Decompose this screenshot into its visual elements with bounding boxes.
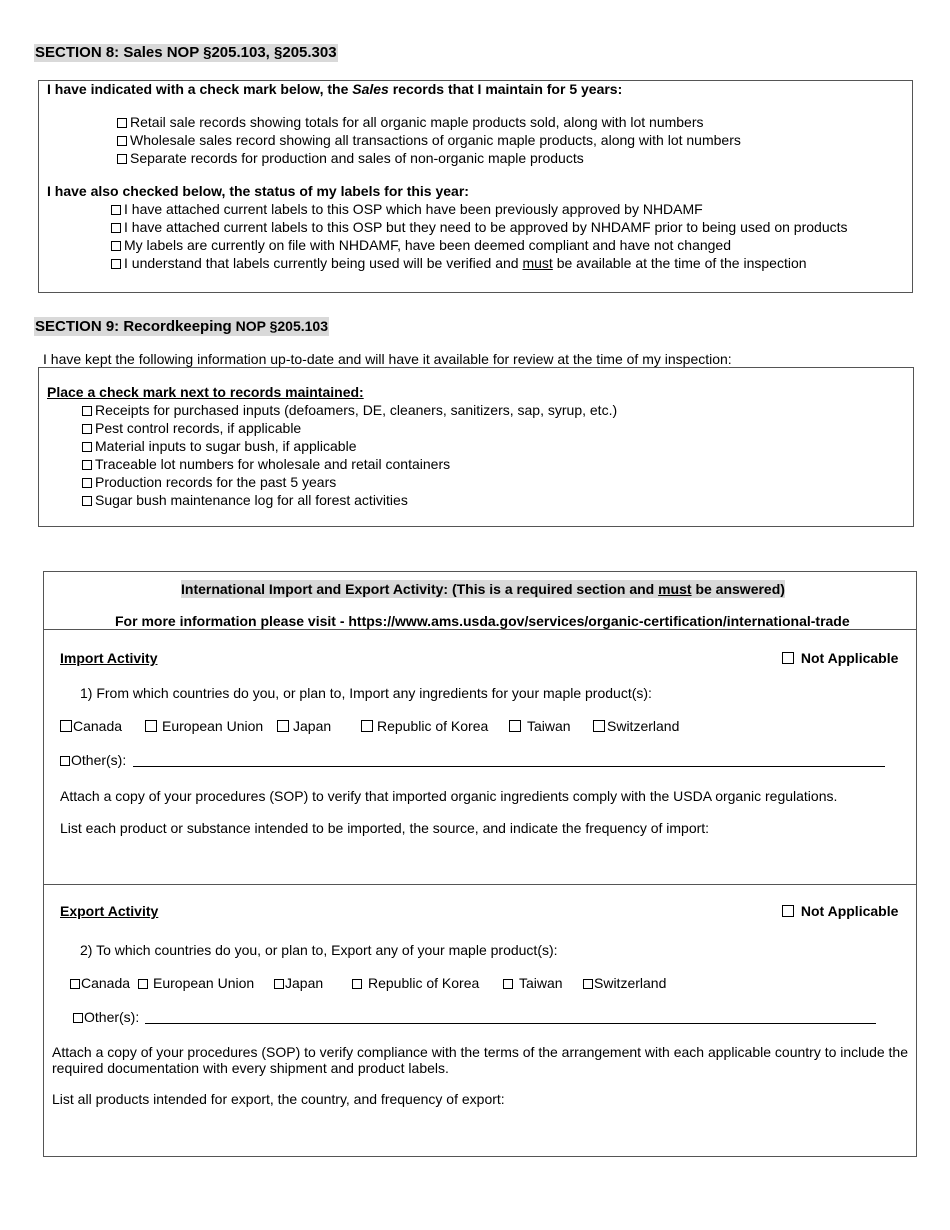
import-not-applicable[interactable]: Not Applicable <box>782 649 898 667</box>
checkbox-icon[interactable] <box>503 979 513 989</box>
labels-heading: I have also checked below, the status of my labels for this year: <box>47 183 469 199</box>
export-question: 2) To which countries do you, or plan to, Export any of your maple product(s): <box>80 942 558 958</box>
section8-title: SECTION 8: Sales NOP §205.103, §205.303 <box>35 44 337 61</box>
checkbox-icon[interactable] <box>274 979 284 989</box>
checkbox-icon[interactable] <box>82 424 92 434</box>
divider <box>43 884 917 885</box>
checkbox-icon[interactable] <box>82 496 92 506</box>
checkbox-icon[interactable] <box>782 652 794 664</box>
checkbox-icon[interactable] <box>111 205 121 215</box>
intl-info-link[interactable]: For more information please visit - https://www.ams.usda.gov/services/organic-certification/international-trade <box>115 613 850 629</box>
checkbox-icon[interactable] <box>361 720 373 732</box>
checkbox-icon[interactable] <box>70 979 80 989</box>
checkbox-icon[interactable] <box>117 154 127 164</box>
export-country-option[interactable]: Japan <box>274 974 323 992</box>
checkbox-icon[interactable] <box>117 118 127 128</box>
import-country-option[interactable]: Republic of Korea <box>361 717 488 735</box>
recordkeeping-item[interactable]: Production records for the past 5 years <box>82 473 336 491</box>
checkbox-icon[interactable] <box>60 756 70 766</box>
recordkeeping-item[interactable]: Receipts for purchased inputs (defoamers, DE, cleaners, sanitizers, sap, syrup, etc.) <box>82 401 617 419</box>
import-question: 1) From which countries do you, or plan to, Import any ingredients for your maple product(s): <box>80 685 652 701</box>
sales-record-item[interactable]: Retail sale records showing totals for all organic maple products sold, along with lot numbers <box>117 113 704 131</box>
export-country-option[interactable]: Republic of Korea <box>352 974 479 992</box>
checkbox-icon[interactable] <box>782 905 794 917</box>
checkbox-icon[interactable] <box>111 259 121 269</box>
import-list-text: List each product or substance intended to be imported, the source, and indicate the frequency of import: <box>60 820 710 836</box>
import-other-label: Other(s): <box>60 751 126 769</box>
checkbox-icon[interactable] <box>593 720 605 732</box>
section9-intro: I have kept the following information up-to-date and will have it available for review at the time of my inspection: <box>43 351 732 367</box>
sales-record-item[interactable]: Wholesale sales record showing all transactions of organic maple products, along with lot numbers <box>117 131 741 149</box>
import-sop-text: Attach a copy of your procedures (SOP) to verify that imported organic ingredients comply with the USDA organic regulations. <box>60 788 838 804</box>
checklist-heading: Place a check mark next to records maintained: <box>47 384 364 400</box>
sales-record-item[interactable]: Separate records for production and sales of non-organic maple products <box>117 149 584 167</box>
checkbox-icon[interactable] <box>352 979 362 989</box>
label-status-item[interactable]: I understand that labels currently being used will be verified and must be available at the time of the inspection <box>111 254 807 272</box>
export-country-option[interactable]: Switzerland <box>583 974 666 992</box>
checkbox-icon[interactable] <box>111 223 121 233</box>
section8-intro: I have indicated with a check mark below, the Sales records that I maintain for 5 years: <box>47 81 623 97</box>
import-country-option[interactable]: Switzerland <box>593 717 679 735</box>
checkbox-icon[interactable] <box>111 241 121 251</box>
export-sop-text-cont: required documentation with every shipment and product labels. <box>52 1060 449 1076</box>
checkbox-icon[interactable] <box>82 460 92 470</box>
recordkeeping-item[interactable]: Sugar bush maintenance log for all forest activities <box>82 491 408 509</box>
checkbox-icon[interactable] <box>277 720 289 732</box>
checkbox-icon[interactable] <box>117 136 127 146</box>
export-country-option[interactable]: European Union <box>138 974 254 992</box>
section9-title: SECTION 9: Recordkeeping NOP §205.103 <box>35 318 328 335</box>
checkbox-icon[interactable] <box>82 478 92 488</box>
import-country-option[interactable]: Taiwan <box>509 717 571 735</box>
recordkeeping-item[interactable]: Pest control records, if applicable <box>82 419 301 437</box>
import-country-option[interactable]: Japan <box>277 717 331 735</box>
export-country-option[interactable]: Taiwan <box>503 974 563 992</box>
export-country-option[interactable]: Canada <box>70 974 130 992</box>
checkbox-icon[interactable] <box>82 442 92 452</box>
checkbox-icon[interactable] <box>73 1013 83 1023</box>
import-heading: Import Activity <box>60 650 158 666</box>
export-sop-text: Attach a copy of your procedures (SOP) to verify compliance with the terms of the arrangement with each applicable country to include the <box>52 1044 908 1060</box>
export-other-label: Other(s): <box>73 1008 139 1026</box>
checkbox-icon[interactable] <box>509 720 521 732</box>
import-country-option[interactable]: European Union <box>145 717 263 735</box>
checkbox-icon[interactable] <box>145 720 157 732</box>
checkbox-icon[interactable] <box>82 406 92 416</box>
export-heading: Export Activity <box>60 903 159 919</box>
label-status-item[interactable]: My labels are currently on file with NHDAMF, have been deemed compliant and have not changed <box>111 236 731 254</box>
divider <box>43 629 917 630</box>
export-list-text: List all products intended for export, the country, and frequency of export: <box>52 1091 505 1107</box>
label-status-item[interactable]: I have attached current labels to this OSP which have been previously approved by NHDAMF <box>111 200 703 218</box>
import-other-input[interactable] <box>133 766 885 767</box>
export-not-applicable[interactable]: Not Applicable <box>782 902 898 920</box>
label-status-item[interactable]: I have attached current labels to this OSP but they need to be approved by NHDAMF prior to being used on products <box>111 218 848 236</box>
checkbox-icon[interactable] <box>583 979 593 989</box>
import-country-option[interactable]: Canada <box>60 717 122 735</box>
checkbox-icon[interactable] <box>60 720 72 732</box>
recordkeeping-item[interactable]: Traceable lot numbers for wholesale and retail containers <box>82 455 450 473</box>
export-other-input[interactable] <box>145 1023 876 1024</box>
intl-title: International Import and Export Activity: (This is a required section and must be answered) <box>181 581 785 597</box>
recordkeeping-item[interactable]: Material inputs to sugar bush, if applicable <box>82 437 356 455</box>
checkbox-icon[interactable] <box>138 979 148 989</box>
